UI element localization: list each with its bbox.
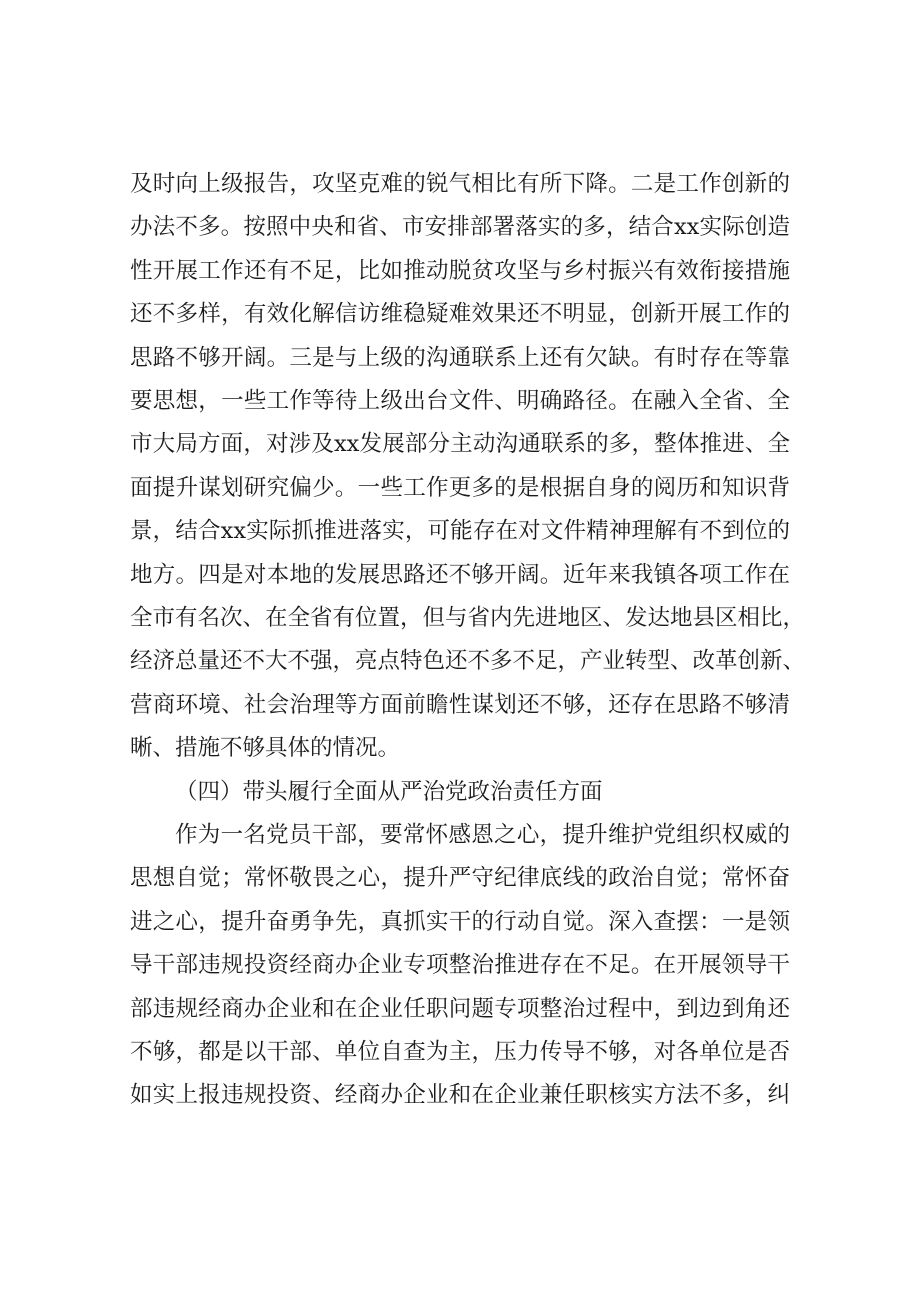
text-line: 不够，都是以干部、单位自查为主，压力传导不够，对各单位是否 xyxy=(130,1039,790,1065)
text-line: 要思想，一些工作等待上级出台文件、明确路径。在融入全省、全 xyxy=(130,388,790,414)
text-line: 进之心，提升奋勇争先，真抓实干的行动自觉。深入查摆：一是领 xyxy=(130,909,790,935)
text-line: 景，结合xx实际抓推进落实，可能存在对文件精神理解有不到位的 xyxy=(130,518,790,544)
text-line: 如实上报违规投资、经商办企业和在企业兼任职核实方法不多，纠 xyxy=(130,1082,790,1108)
text-line: 市大局方面，对涉及xx发展部分主动沟通联系的多，整体推进、全 xyxy=(130,431,790,457)
text-line: 部违规经商办企业和在企业任职问题专项整治过程中，到边到角还 xyxy=(130,996,790,1022)
text-line: 思路不够开阔。三是与上级的沟通联系上还有欠缺。有时存在等靠 xyxy=(130,345,790,371)
text-line: 思想自觉；常怀敬畏之心，提升严守纪律底线的政治自觉；常怀奋 xyxy=(130,865,790,891)
text-line: 还不多样，有效化解信访维稳疑难效果还不明显，创新开展工作的 xyxy=(130,301,790,327)
text-line: 作为一名党员干部，要常怀感恩之心，提升维护党组织权威的 xyxy=(175,822,790,848)
section-heading: （四）带头履行全面从严治党政治责任方面 xyxy=(175,779,603,805)
text-line: 地方。四是对本地的发展思路还不够开阔。近年来我镇各项工作在 xyxy=(130,562,790,588)
text-line: 全市有名次、在全省有位置，但与省内先进地区、发达地县区相比， xyxy=(130,605,806,631)
text-line: 办法不多。按照中央和省、市安排部署落实的多，结合xx实际创造 xyxy=(130,214,790,240)
text-line: 营商环境、社会治理等方面前瞻性谋划还不够，还存在思路不够清 xyxy=(130,692,790,718)
text-line: 性开展工作还有不足，比如推动脱贫攻坚与乡村振兴有效衔接措施 xyxy=(130,258,790,284)
text-line: 面提升谋划研究偏少。一些工作更多的是根据自身的阅历和知识背 xyxy=(130,475,790,501)
text-line: 晰、措施不够具体的情况。 xyxy=(130,735,401,761)
text-line: 及时向上级报告，攻坚克难的锐气相比有所下降。二是工作创新的 xyxy=(130,171,790,197)
text-line: 导干部违规投资经商办企业专项整治推进存在不足。在开展领导干 xyxy=(130,952,790,978)
text-line: 经济总量还不大不强，亮点特色还不多不足，产业转型、改革创新、 xyxy=(130,648,806,674)
